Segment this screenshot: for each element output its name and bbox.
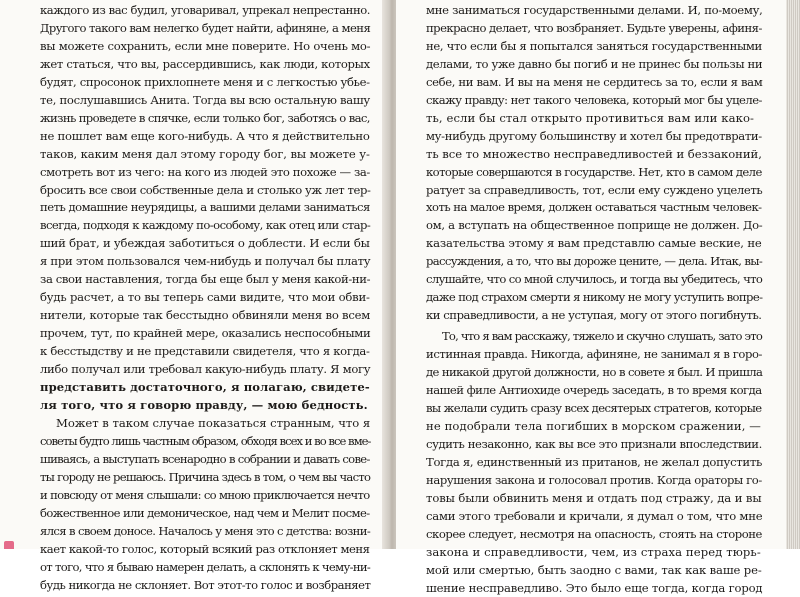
text-line: божественное или демоническое, над чем и Мелит посме- (40, 505, 370, 523)
page-edges (786, 0, 800, 549)
text-line: смотреть вот из чего: на кого из людей это похоже — за- (40, 164, 370, 182)
text-line: не, что если бы я попытался заняться государственными (426, 38, 762, 56)
text-line: не пошлет вам еще кого-нибудь. А что я действительно (40, 128, 370, 146)
text-line: Тогда я, единственный из пританов, не желал допустить (426, 454, 762, 472)
text-line: жет статься, что вы, рассердившись, как люди, которых (40, 56, 370, 74)
text-line: де никакой другой должности, но в совете я был. И пришла (426, 364, 762, 382)
text-line: ть все то множество несправедливостей и беззаконий, (426, 146, 762, 164)
text-line: хоть на малое время, должен оставаться частным человек- (426, 199, 762, 217)
text-line: шение несправедливо. Это было еще тогда, когда город (426, 580, 762, 597)
text-line: к бесстыдству и не представили свидетеля, что я когда- (40, 343, 370, 361)
text-line: всегда, подходя к каждому по-особому, как отец или стар- (40, 217, 370, 235)
right-page-text (426, 2, 762, 597)
text-line: ки справедливости, а не уступая, могу от этого погибнуть. (426, 307, 762, 325)
text-line: жизнь проведете в спячке, если только бог, заботясь о вас, (40, 110, 370, 128)
text-line: делами, то уже давно бы погиб и не принес бы пользы ни (426, 56, 762, 74)
text-line: скорее следует, несмотря на опасность, стоять на стороне (426, 526, 762, 544)
text-line: сами этого требовали и кричали, я думал о том, что мне (426, 508, 762, 526)
text-line: за свои наставления, тогда бы еще был у меня какой-ни- (40, 271, 370, 289)
text-line: слушайте, что со мной случилось, и тогда вы убедитесь, что (426, 271, 762, 289)
text-line: вы желали судить сразу всех десятерых стратегов, которые (426, 400, 762, 418)
text-line: нители, которые так бесстыдно обвиняли меня во всем (40, 307, 370, 325)
text-line: ялся в своем доносе. Началось у меня это с детства: возни- (40, 523, 370, 541)
text-line: ты городу не решаюсь. Причина здесь в том, о чем вы часто (40, 469, 370, 487)
text-line: и повсюду от меня слышали: со мною приключается нечто (40, 487, 370, 505)
text-line-bold: представить достаточного, я полагаю, свидете- (40, 379, 370, 397)
text-line: будят, спросонок прихлопнете меня и с легкостью убье- (40, 74, 370, 92)
text-line: от того, что я бываю намерен делать, а склонять к чему-ни- (40, 559, 370, 577)
text-line: казательства этому я вам представлю самые веские, не (426, 235, 762, 253)
text-line: мой или смертью, быть заодно с вами, так как ваше ре- (426, 562, 762, 580)
text-line: нашей филе Антиохиде очередь заседать, в то время когда (426, 382, 762, 400)
paragraph-start-line: Может в таком случае показаться странным, что я (40, 415, 370, 433)
text-line: товы были обвинить меня и отдать под стражу, да и вы (426, 490, 762, 508)
text-line: бросить все свои собственные дела и столько уж лет тер- (40, 182, 370, 200)
sticky-tab-marker (4, 541, 14, 549)
text-line: петь домашние неурядицы, а вашими делами заниматься (40, 199, 370, 217)
text-line: те, послушавшись Анита. Тогда вы всю остальную вашу (40, 92, 370, 110)
text-line: кает какой-то голос, который всякий раз отклоняет меня (40, 541, 370, 559)
text-line: прочем, тут, по крайней мере, оказались неспособными (40, 325, 370, 343)
text-line: прекрасно делает, что возбраняет. Будьте уверены, афиня- (426, 20, 762, 38)
left-page (0, 0, 386, 549)
text-line: которые совершаются в государстве. Нет, кто в самом деле (426, 164, 762, 182)
text-line: ом, а вступать на общественное поприще не должен. До- (426, 217, 762, 235)
text-line: мне заниматься государственными делами. И, по-моему, (426, 2, 762, 20)
left-page-text (40, 2, 370, 594)
text-line: нарушения закона и голосовал против. Когда ораторы го- (426, 472, 762, 490)
text-line: советы будто лишь частным образом, обходя всех и во все вме- (40, 433, 370, 451)
text-line: каждого из вас будил, уговаривал, упрекал непрестанно. (40, 2, 370, 20)
text-line: шиваясь, а выступать всенародно в собрании и давать сове- (40, 451, 370, 469)
text-line-bold: ля того, что я говорю правду, — мою бедность. (40, 397, 370, 415)
text-line: не подобрали тела погибших в морском сражении, — (426, 418, 762, 436)
text-line: истинная правда. Никогда, афиняне, не занимал я в горо- (426, 346, 762, 364)
text-line: я при этом пользовался чем-нибудь и получал бы плату (40, 253, 370, 271)
paragraph-start-line: То, что я вам расскажу, тяжело и скучно слушать, зато это (426, 328, 762, 346)
text-line: либо получал или требовал какую-нибудь плату. Я могу (40, 361, 370, 379)
text-line: будь никогда не склоняет. Вот этот-то голос и возбраняет (40, 577, 370, 595)
text-line: рассуждения, а то, что вы дороже цените, — дела. Итак, вы- (426, 253, 762, 271)
text-line: будь расчет, а то вы теперь сами видите, что мои обви- (40, 289, 370, 307)
text-line: скажу правду: нет такого человека, который мог бы уцеле- (426, 92, 762, 110)
text-line: судить незаконно, как вы все это признали впоследствии. (426, 436, 762, 454)
text-line: себе, ни вам. И вы на меня не сердитесь за то, если я вам (426, 74, 762, 92)
text-line: ратует за справедливость, тот, если ему суждено уцелеть (426, 182, 762, 200)
text-line: ть, если бы стал открыто противиться вам или како- (426, 110, 762, 128)
text-line: Другого такого вам нелегко будет найти, афиняне, а меня (40, 20, 370, 38)
text-line: таков, каким меня дал этому городу бог, вы можете у- (40, 146, 370, 164)
text-line: даже под страхом смерти я никому не могу уступить вопре- (426, 289, 762, 307)
right-page (396, 0, 786, 549)
text-line: вы можете сохранить, если мне поверите. Но очень мо- (40, 38, 370, 56)
text-line: му-нибудь другому большинству и хотел бы предотврати- (426, 128, 762, 146)
text-line: закона и справедливости, чем, из страха перед тюрь- (426, 544, 762, 562)
text-line: ший брат, и убеждая заботиться о доблести. И если бы (40, 235, 370, 253)
